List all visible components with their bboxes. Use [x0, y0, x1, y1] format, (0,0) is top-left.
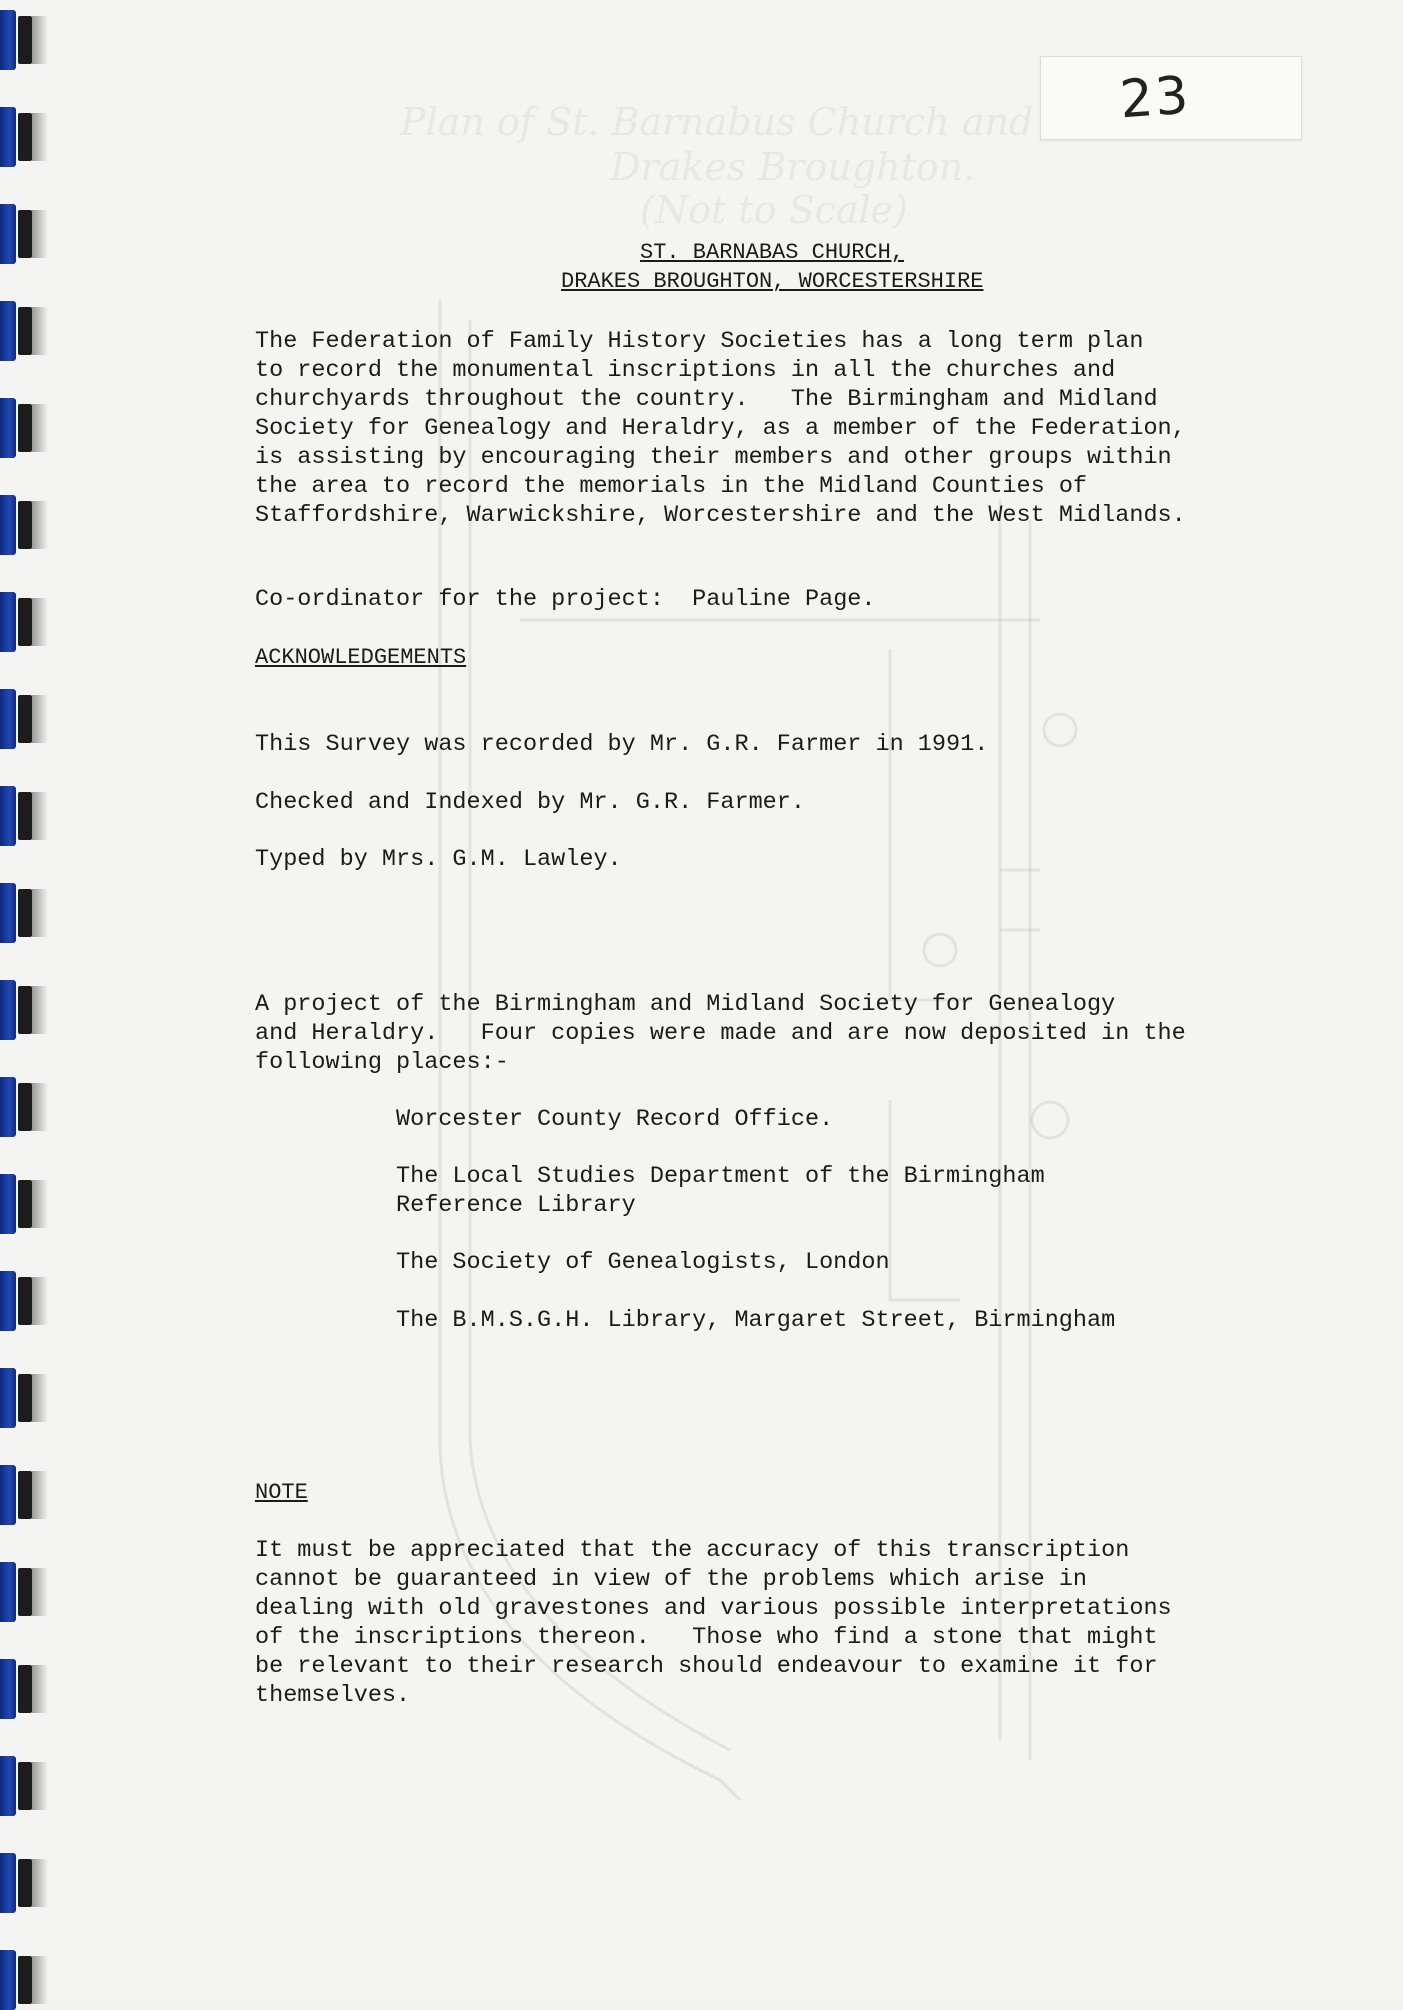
binding-ring — [0, 1465, 50, 1525]
deposit-place: The Society of Genealogists, London — [396, 1249, 890, 1276]
binding-ring — [0, 1368, 50, 1428]
intro-line: to record the monumental inscriptions in all the churches and — [255, 357, 1116, 384]
bleed-through-text-3: (Not to Scale) — [640, 188, 908, 232]
recorded-by-line: This Survey was recorded by Mr. G.R. Farmer in 1991. — [255, 731, 989, 758]
intro-line: the area to record the memorials in the Midland Counties of — [255, 473, 1088, 500]
note-line: cannot be guaranteed in view of the problems which arise in — [255, 1566, 1088, 1593]
project-line: and Heraldry. Four copies were made and are now deposited in the — [255, 1020, 1186, 1047]
binding-ring — [0, 204, 50, 264]
binding-ring — [0, 107, 50, 167]
binding-ring — [0, 1562, 50, 1622]
coordinator-line: Co-ordinator for the project: Pauline Page. — [255, 586, 876, 613]
note-heading: NOTE — [255, 1480, 308, 1505]
binding-ring — [0, 1174, 50, 1234]
intro-line: Staffordshire, Warwickshire, Worcestershire and the West Midlands. — [255, 502, 1186, 529]
deposit-place: The B.M.S.G.H. Library, Margaret Street, Birmingham — [396, 1307, 1116, 1334]
binding-ring — [0, 883, 50, 943]
note-line: It must be appreciated that the accuracy of this transcription — [255, 1537, 1130, 1564]
binding-ring — [0, 592, 50, 652]
note-line: be relevant to their research should endeavour to examine it for — [255, 1653, 1158, 1680]
binding-ring — [0, 398, 50, 458]
binding-ring — [0, 1659, 50, 1719]
binding-ring — [0, 980, 50, 1040]
intro-line: Society for Genealogy and Heraldry, as a member of the Federation, — [255, 415, 1186, 442]
project-line: following places:- — [255, 1049, 509, 1076]
intro-line: The Federation of Family History Societies has a long term plan — [255, 328, 1144, 355]
checked-by-line: Checked and Indexed by Mr. G.R. Farmer. — [255, 789, 805, 816]
binding-ring — [0, 1077, 50, 1137]
binding-ring — [0, 495, 50, 555]
binding-ring — [0, 1756, 50, 1816]
binding-ring — [0, 301, 50, 361]
deposit-place: The Local Studies Department of the Birmingham Reference Library — [396, 1163, 1045, 1219]
bleed-through-text-2: Drakes Broughton. — [610, 145, 976, 189]
deposit-place: Worcester County Record Office. — [396, 1106, 834, 1133]
page-number: 23 — [1117, 65, 1193, 131]
title-line-2: DRAKES BROUGHTON, WORCESTERSHIRE — [561, 269, 984, 294]
acknowledgements-heading: ACKNOWLEDGEMENTS — [255, 645, 467, 670]
bleed-through-text-1: Plan of St. Barnabus Church and — [400, 100, 1034, 144]
note-line: of the inscriptions thereon. Those who find a stone that might — [255, 1624, 1158, 1651]
project-line: A project of the Birmingham and Midland Society for Genealogy — [255, 991, 1116, 1018]
note-line: dealing with old gravestones and various possible interpretations — [255, 1595, 1172, 1622]
binding-ring — [0, 689, 50, 749]
binding-ring — [0, 786, 50, 846]
binding-ring — [0, 1271, 50, 1331]
note-line: themselves. — [255, 1682, 411, 1709]
binding-ring — [0, 10, 50, 70]
typed-by-line: Typed by Mrs. G.M. Lawley. — [255, 846, 622, 873]
spiral-binding — [0, 0, 60, 2000]
intro-line: churchyards throughout the country. The Birmingham and Midland — [255, 386, 1158, 413]
binding-ring — [0, 1853, 50, 1913]
binding-ring — [0, 1950, 50, 2010]
title-line-1: ST. BARNABAS CHURCH, — [640, 240, 905, 265]
intro-line: is assisting by encouraging their members and other groups within — [255, 444, 1172, 471]
